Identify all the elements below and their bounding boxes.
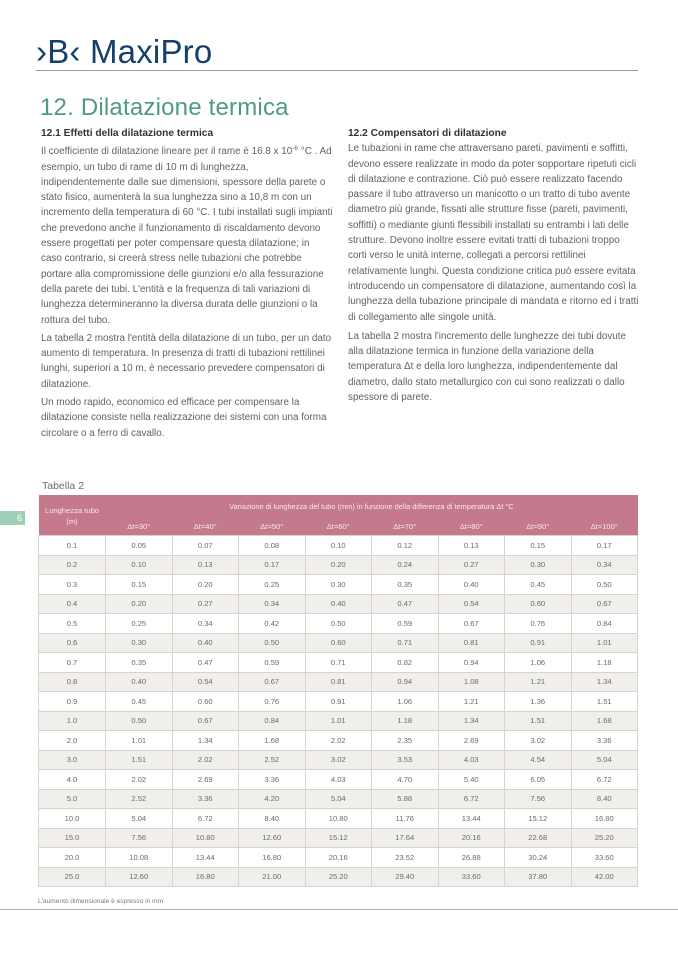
length-cell: 4.0 <box>39 770 106 790</box>
table-row <box>39 555 638 575</box>
value-cell: 0.15 <box>106 575 173 595</box>
value-cell: 0.60 <box>305 633 372 653</box>
value-cell: 1.18 <box>372 711 439 731</box>
value-cell: 2.02 <box>172 750 239 770</box>
value-cell: 1.68 <box>239 731 306 751</box>
value-cell: 13.44 <box>172 848 239 868</box>
value-cell: 1.34 <box>172 731 239 751</box>
value-cell: 8.40 <box>239 809 306 829</box>
value-cell: 0.27 <box>172 594 239 614</box>
value-cell: 0.13 <box>172 555 239 575</box>
value-cell: 1.34 <box>438 711 505 731</box>
value-cell: 12.60 <box>239 828 306 848</box>
value-cell: 0.34 <box>239 594 306 614</box>
length-cell: 0.9 <box>39 692 106 712</box>
header-divider <box>36 70 638 71</box>
table-row <box>39 848 638 868</box>
table-row <box>39 672 638 692</box>
value-cell: 4.54 <box>505 750 572 770</box>
value-cell: 3.36 <box>571 731 638 751</box>
value-cell: 16.80 <box>239 848 306 868</box>
value-cell: 20.16 <box>305 848 372 868</box>
column-header: Δt=40° <box>172 517 239 536</box>
paragraph-text: Il coefficiente di dilatazione lineare per il rame è 16.8 x 10 <box>41 146 293 158</box>
column-header: Δt=90° <box>505 517 572 536</box>
exponent: -6 <box>292 145 299 153</box>
value-cell: 17.64 <box>372 828 439 848</box>
value-cell: 10.08 <box>106 848 173 868</box>
value-cell: 0.24 <box>372 555 439 575</box>
length-cell: 0.8 <box>39 672 106 692</box>
value-cell: 4.20 <box>239 789 306 809</box>
value-cell: 2.35 <box>372 731 439 751</box>
page-number-tab: 6 <box>0 511 25 525</box>
value-cell: 0.60 <box>172 692 239 712</box>
value-cell: 3.53 <box>372 750 439 770</box>
value-cell: 2.52 <box>239 750 306 770</box>
table-row <box>39 594 638 614</box>
length-column-header: Lunghezza tubo (m) <box>39 495 106 536</box>
value-cell: 0.50 <box>106 711 173 731</box>
value-cell: 3.36 <box>172 789 239 809</box>
value-cell: 0.10 <box>305 536 372 556</box>
paragraph: Un modo rapido, economico ed efficace per compensare la dilatazione consiste nella realizzazione dei sistemi con una forma circolare o a ferro di cavallo. <box>41 397 327 439</box>
value-cell: 0.40 <box>438 575 505 595</box>
value-cell: 21.00 <box>239 867 306 887</box>
value-cell: 4.03 <box>438 750 505 770</box>
logo-mark-icon: ›B‹ <box>36 33 81 70</box>
length-cell: 10.0 <box>39 809 106 829</box>
value-cell: 0.25 <box>239 575 306 595</box>
value-cell: 0.08 <box>239 536 306 556</box>
value-cell: 0.35 <box>372 575 439 595</box>
group-header: Variazione di lunghezza del tubo (mm) in funzione della differenza di temperatura Δt °C <box>106 495 638 517</box>
value-cell: 5.04 <box>571 750 638 770</box>
column-header: Δt=70° <box>372 517 439 536</box>
value-cell: 2.02 <box>106 770 173 790</box>
value-cell: 2.69 <box>172 770 239 790</box>
value-cell: 0.25 <box>106 614 173 634</box>
value-cell: 12.60 <box>106 867 173 887</box>
table-row <box>39 536 638 556</box>
column-header: Δt=50° <box>239 517 306 536</box>
value-cell: 7.56 <box>505 789 572 809</box>
table-row <box>39 692 638 712</box>
footer-divider <box>0 909 678 910</box>
value-cell: 0.34 <box>571 555 638 575</box>
value-cell: 0.17 <box>239 555 306 575</box>
value-cell: 16.80 <box>172 867 239 887</box>
length-cell: 0.1 <box>39 536 106 556</box>
value-cell: 1.01 <box>305 711 372 731</box>
value-cell: 0.45 <box>106 692 173 712</box>
value-cell: 0.67 <box>239 672 306 692</box>
value-cell: 1.21 <box>438 692 505 712</box>
table-row <box>39 789 638 809</box>
length-cell: 15.0 <box>39 828 106 848</box>
page-title: 12. Dilatazione termica <box>40 94 289 121</box>
value-cell: 2.52 <box>106 789 173 809</box>
value-cell: 3.02 <box>305 750 372 770</box>
value-cell: 5.40 <box>438 770 505 790</box>
value-cell: 0.20 <box>106 594 173 614</box>
value-cell: 0.27 <box>438 555 505 575</box>
value-cell: 0.91 <box>305 692 372 712</box>
value-cell: 29.40 <box>372 867 439 887</box>
value-cell: 6.72 <box>172 809 239 829</box>
value-cell: 0.17 <box>571 536 638 556</box>
length-cell: 0.3 <box>39 575 106 595</box>
value-cell: 0.67 <box>438 614 505 634</box>
value-cell: 25.20 <box>571 828 638 848</box>
value-cell: 4.70 <box>372 770 439 790</box>
value-cell: 5.88 <box>372 789 439 809</box>
value-cell: 0.54 <box>438 594 505 614</box>
value-cell: 0.94 <box>438 653 505 673</box>
table-row <box>39 575 638 595</box>
value-cell: 1.21 <box>505 672 572 692</box>
value-cell: 1.08 <box>438 672 505 692</box>
value-cell: 20.16 <box>438 828 505 848</box>
value-cell: 0.71 <box>305 653 372 673</box>
value-cell: 1.51 <box>571 692 638 712</box>
length-cell: 3.0 <box>39 750 106 770</box>
value-cell: 0.40 <box>106 672 173 692</box>
value-cell: 0.76 <box>505 614 572 634</box>
value-cell: 0.05 <box>106 536 173 556</box>
value-cell: 0.47 <box>172 653 239 673</box>
value-cell: 0.20 <box>172 575 239 595</box>
value-cell: 0.67 <box>172 711 239 731</box>
table-row <box>39 653 638 673</box>
value-cell: 0.10 <box>106 555 173 575</box>
value-cell: 0.50 <box>239 633 306 653</box>
value-cell: 26.88 <box>438 848 505 868</box>
section-heading: 12.1 Effetti della dilatazione termica <box>41 128 214 139</box>
value-cell: 0.59 <box>239 653 306 673</box>
value-cell: 11.76 <box>372 809 439 829</box>
column-header: Δt=80° <box>438 517 505 536</box>
value-cell: 3.36 <box>239 770 306 790</box>
value-cell: 2.02 <box>305 731 372 751</box>
value-cell: 42.00 <box>571 867 638 887</box>
value-cell: 1.36 <box>505 692 572 712</box>
section-expansion-compensators <box>348 126 640 408</box>
value-cell: 0.15 <box>505 536 572 556</box>
value-cell: 0.20 <box>305 555 372 575</box>
value-cell: 10.80 <box>305 809 372 829</box>
table-row <box>39 750 638 770</box>
value-cell: 1.01 <box>106 731 173 751</box>
value-cell: 37.80 <box>505 867 572 887</box>
value-cell: 0.91 <box>505 633 572 653</box>
value-cell: 0.47 <box>372 594 439 614</box>
value-cell: 7.56 <box>106 828 173 848</box>
paragraph-text: °C . Ad esempio, un tubo di rame di 10 m di lunghezza, indipendentemente dalle sue dimensioni, spessore della parete o stato fisico, aumenterà la sua lunghezza sino a 10,8 m con un incremento della temperatura di 60 °C. I tubi installati sugli impianti che prevedono anche il funzionamento di riscaldamento devono essere progettati per poter compensare questa dilatazione; in caso contrario, si creerà stress nelle tubazioni che potrebbe portare alla compromissione delle giunzioni e/o alla fessurazione della parete dei tubi. L'entità e la frequenza di tali variazioni di lunghezza determineranno la diversa durata delle giunzioni o la rottura del tubo. <box>41 146 333 326</box>
brand-logo <box>36 32 212 72</box>
value-cell: 5.04 <box>106 809 173 829</box>
table-row <box>39 770 638 790</box>
value-cell: 0.30 <box>305 575 372 595</box>
value-cell: 0.34 <box>172 614 239 634</box>
column-header: Δt=30° <box>106 517 173 536</box>
length-cell: 20.0 <box>39 848 106 868</box>
value-cell: 1.34 <box>571 672 638 692</box>
value-cell: 1.06 <box>505 653 572 673</box>
length-cell: 0.4 <box>39 594 106 614</box>
value-cell: 13.44 <box>438 809 505 829</box>
value-cell: 16.80 <box>571 809 638 829</box>
brand-name: MaxiPro <box>89 33 213 70</box>
value-cell: 0.40 <box>172 633 239 653</box>
value-cell: 0.59 <box>372 614 439 634</box>
value-cell: 33.60 <box>438 867 505 887</box>
value-cell: 23.52 <box>372 848 439 868</box>
value-cell: 0.60 <box>505 594 572 614</box>
length-cell: 0.7 <box>39 653 106 673</box>
value-cell: 1.51 <box>106 750 173 770</box>
value-cell: 0.67 <box>571 594 638 614</box>
length-cell: 0.2 <box>39 555 106 575</box>
value-cell: 0.12 <box>372 536 439 556</box>
value-cell: 0.81 <box>438 633 505 653</box>
length-cell: 5.0 <box>39 789 106 809</box>
table-row <box>39 614 638 634</box>
length-cell: 1.0 <box>39 711 106 731</box>
value-cell: 0.50 <box>571 575 638 595</box>
value-cell: 1.01 <box>571 633 638 653</box>
value-cell: 0.40 <box>305 594 372 614</box>
expansion-table <box>38 495 638 887</box>
section-heading: 12.2 Compensatori di dilatazione <box>348 128 507 139</box>
value-cell: 1.06 <box>372 692 439 712</box>
table-row <box>39 867 638 887</box>
value-cell: 6.72 <box>571 770 638 790</box>
table-row <box>39 731 638 751</box>
value-cell: 8.40 <box>571 789 638 809</box>
paragraph: Le tubazioni in rame che attraversano pareti, pavimenti e soffitti, devono essere realizzate in modo da poter sopportare ripetuti cicli di dilatazione e contrazione. Ciò può essere realizzato facendo passare il tubo attraverso un manicotto o un tratto di tubo avente diametro più grande, fissati alle strutture fisse (pareti, pavimenti, soffitti) o mediante giunti flessibili installati su entrambi i lati delle strutture. Devono inoltre essere evitati tratti di tubazioni troppo corti verso le unità interne, collegati a percorsi rettilinei relativamente lunghi. Questa condizione critica può essere evitata introducendo un compensatore di dilatazione, aumentando così la lunghezza della tubazione principale di mandata e ritorno ed i tratti di collegamento alle singole unità. <box>348 143 639 323</box>
table-row <box>39 809 638 829</box>
value-cell: 2.69 <box>438 731 505 751</box>
value-cell: 0.42 <box>239 614 306 634</box>
value-cell: 0.35 <box>106 653 173 673</box>
value-cell: 10.80 <box>172 828 239 848</box>
value-cell: 0.76 <box>239 692 306 712</box>
length-cell: 0.5 <box>39 614 106 634</box>
length-cell: 0.6 <box>39 633 106 653</box>
value-cell: 22.68 <box>505 828 572 848</box>
value-cell: 30.24 <box>505 848 572 868</box>
table-caption: Tabella 2 <box>42 480 85 492</box>
value-cell: 0.13 <box>438 536 505 556</box>
value-cell: 25.20 <box>305 867 372 887</box>
value-cell: 0.54 <box>172 672 239 692</box>
value-cell: 0.81 <box>305 672 372 692</box>
section-thermal-expansion-effects <box>41 126 333 444</box>
value-cell: 0.45 <box>505 575 572 595</box>
value-cell: 0.30 <box>505 555 572 575</box>
value-cell: 0.07 <box>172 536 239 556</box>
value-cell: 15.12 <box>505 809 572 829</box>
length-cell: 2.0 <box>39 731 106 751</box>
table-row <box>39 633 638 653</box>
value-cell: 0.84 <box>239 711 306 731</box>
table-row <box>39 828 638 848</box>
column-header: Δt=60° <box>305 517 372 536</box>
paragraph <box>41 141 333 328</box>
value-cell: 6.72 <box>438 789 505 809</box>
value-cell: 0.82 <box>372 653 439 673</box>
value-cell: 0.94 <box>372 672 439 692</box>
value-cell: 6.05 <box>505 770 572 790</box>
value-cell: 1.18 <box>571 653 638 673</box>
value-cell: 0.71 <box>372 633 439 653</box>
value-cell: 1.51 <box>505 711 572 731</box>
value-cell: 0.50 <box>305 614 372 634</box>
value-cell: 33.60 <box>571 848 638 868</box>
value-cell: 4.03 <box>305 770 372 790</box>
value-cell: 15.12 <box>305 828 372 848</box>
column-header: Δt=100° <box>571 517 638 536</box>
value-cell: 0.84 <box>571 614 638 634</box>
value-cell: 3.02 <box>505 731 572 751</box>
length-cell: 25.0 <box>39 867 106 887</box>
paragraph: La tabella 2 mostra l'incremento delle lunghezze dei tubi dovute alla dilatazione termica in funzione della variazione della temperatura Δt e della loro lunghezza, indipendentemente dal diametro, dallo stato metallurgico con cui sono realizzati o dallo spessore di parete. <box>348 330 627 404</box>
table-footnote: L'aumento dimensionale è espresso in mm <box>38 898 164 905</box>
value-cell: 0.30 <box>106 633 173 653</box>
value-cell: 1.68 <box>571 711 638 731</box>
table-row <box>39 711 638 731</box>
paragraph: La tabella 2 mostra l'entità della dilatazione di un tubo, per un dato aumento di temperatura. In presenza di tratti di tubazioni rettilinei lunghi, superiori a 10 m, è necessario prevedere compensatori di dilatazione. <box>41 332 332 390</box>
value-cell: 5.04 <box>305 789 372 809</box>
